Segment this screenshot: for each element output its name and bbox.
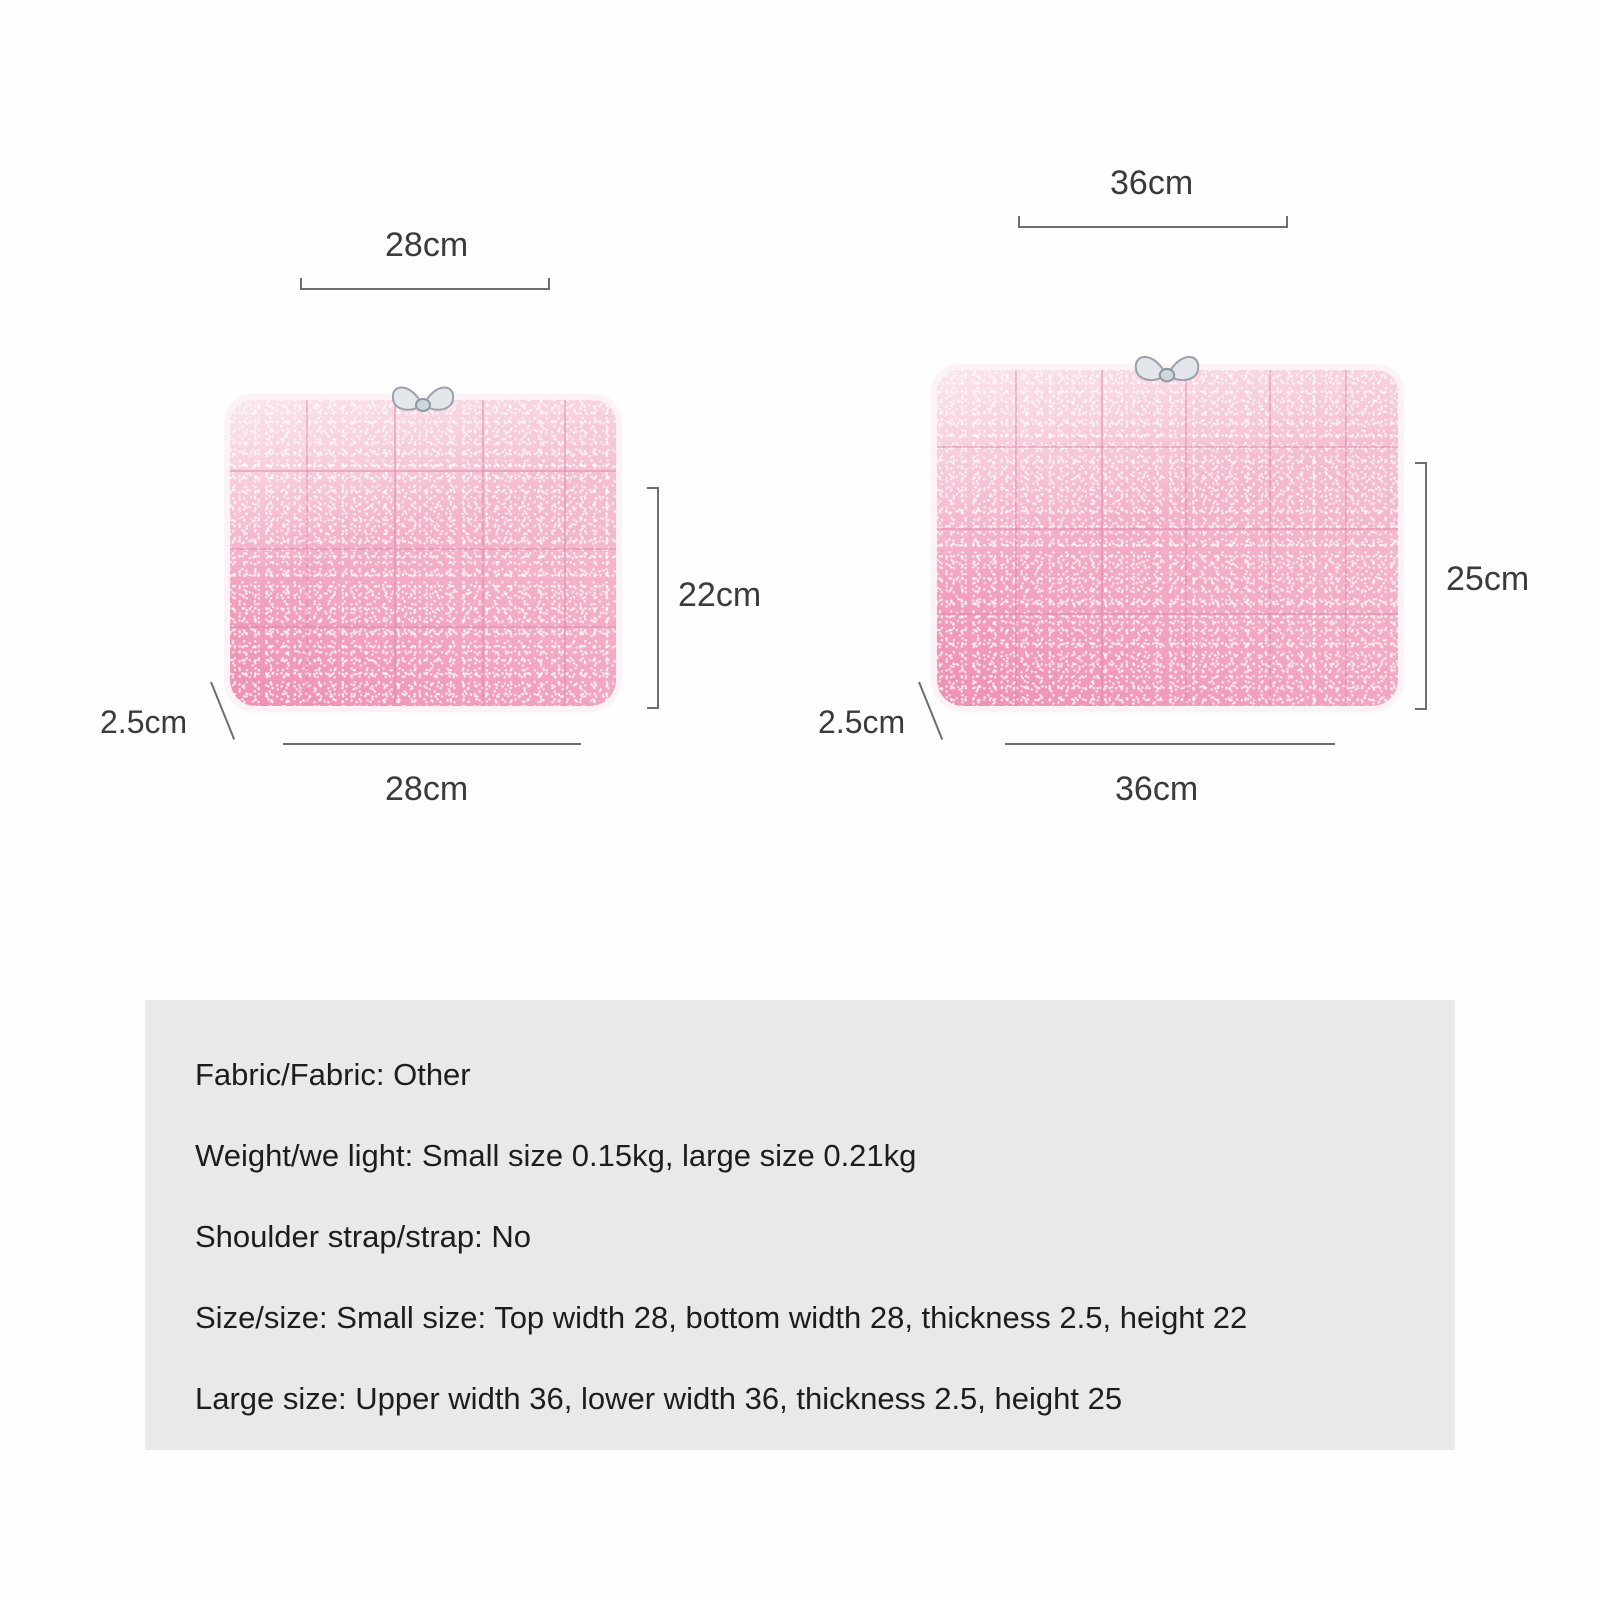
large-top-width-cap-right <box>1286 216 1288 228</box>
small-top-width-cap-right <box>548 278 550 290</box>
large-bag-image <box>935 368 1400 708</box>
small-bag-image <box>228 398 618 708</box>
small-top-width-cap-left <box>300 278 302 290</box>
large-top-width-label: 36cm <box>1110 164 1194 202</box>
bow-clasp-icon <box>1125 342 1209 400</box>
spec-line-size-large: Large size: Upper width 36, lower width 36, thickness 2.5, height 25 <box>195 1381 1123 1417</box>
small-thickness-label: 2.5cm <box>100 704 188 740</box>
specification-panel <box>145 1000 1455 1450</box>
small-height-cap-top <box>647 487 659 489</box>
large-bag-body <box>935 368 1400 708</box>
large-height-label: 25cm <box>1446 560 1530 598</box>
small-bag-body <box>228 398 618 708</box>
small-top-width-label: 28cm <box>385 226 469 264</box>
large-height-cap-top <box>1415 462 1427 464</box>
small-height-line <box>657 487 659 709</box>
spec-line-size-small: Size/size: Small size: Top width 28, bottom width 28, thickness 2.5, height 22 <box>195 1300 1248 1336</box>
small-top-width-line <box>300 288 550 290</box>
spec-line-shoulder-strap: Shoulder strap/strap: No <box>195 1219 532 1255</box>
large-top-width-cap-left <box>1018 216 1020 228</box>
large-height-line <box>1425 462 1427 710</box>
spec-line-weight: Weight/we light: Small size 0.15kg, large size 0.21kg <box>195 1138 917 1174</box>
bow-clasp-icon <box>383 373 463 429</box>
small-height-label: 22cm <box>678 576 762 614</box>
large-bottom-width-label: 36cm <box>1115 770 1199 808</box>
small-bag-quilt-grid <box>228 398 618 708</box>
small-bottom-width-line <box>283 743 581 745</box>
spec-line-fabric: Fabric/Fabric: Other <box>195 1057 471 1092</box>
large-bag-quilt-grid <box>935 368 1400 708</box>
small-height-cap-bottom <box>647 707 659 709</box>
large-thickness-label: 2.5cm <box>818 704 906 740</box>
large-top-width-line <box>1018 226 1288 228</box>
large-bottom-width-line <box>1005 743 1335 745</box>
large-height-cap-bottom <box>1415 708 1427 710</box>
small-bottom-width-label: 28cm <box>385 770 469 808</box>
